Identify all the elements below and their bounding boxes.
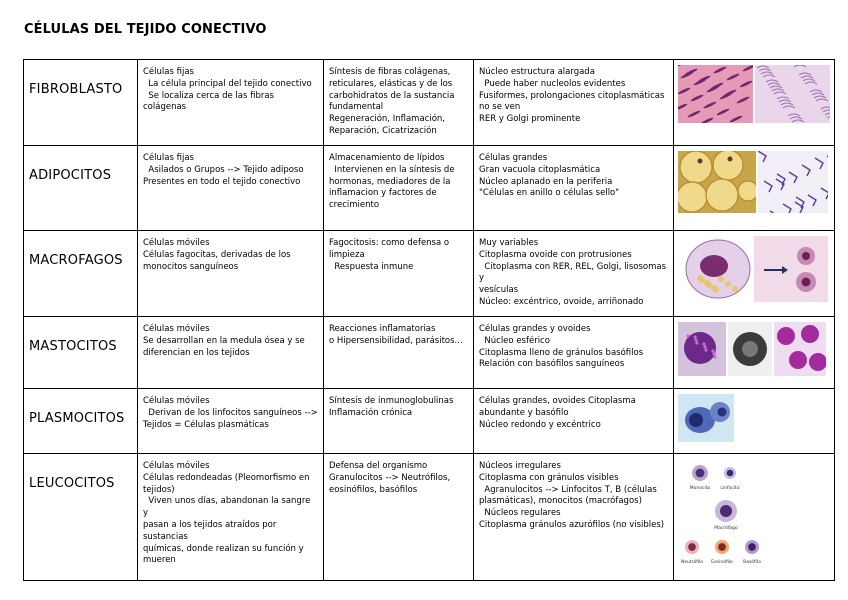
morphology-cell xyxy=(474,317,674,389)
cell-text-line: inflamacion y factores de xyxy=(329,188,437,199)
characteristics-cell xyxy=(138,389,324,454)
cell-type-name: MASTOCITOS xyxy=(24,317,138,389)
svg-text:Basófilo: Basófilo xyxy=(743,560,761,565)
cell-text-line: Citoplasma con RER, REL, Golgi, lisosomas y xyxy=(479,261,669,284)
cell-text-line: vesículas xyxy=(479,285,519,296)
cell-text-line: diferencian en los tejidos xyxy=(143,347,250,358)
cell-text-line: Núcleo esférico xyxy=(479,335,550,346)
characteristics-cell xyxy=(138,60,324,146)
cell-text-line: Células fagocitas, derivadas de los xyxy=(143,249,291,260)
function-cell xyxy=(324,60,474,146)
adipocyte-micrographs xyxy=(678,151,830,225)
cell-text-line: eosinófilos, basófilos xyxy=(329,484,418,495)
svg-text:Eosinófilo: Eosinófilo xyxy=(711,560,733,565)
cell-text-line: Células fijas xyxy=(143,67,194,77)
morphology-cell xyxy=(474,454,674,581)
cell-text-line: monocitos sanguíneos xyxy=(143,261,239,272)
cell-text-line: sustancias xyxy=(143,531,188,542)
cell-text-line: Respuesta inmune xyxy=(329,261,414,272)
cell-text-line: Núcleo redondo y excéntrico xyxy=(479,419,601,430)
morphology-cell xyxy=(474,146,674,231)
cell-text-line: Núcleos irregulares xyxy=(479,461,561,471)
function-cell xyxy=(324,146,474,231)
document-title: CÉLULAS DEL TEJIDO CONECTIVO xyxy=(24,22,267,37)
cell-type-name: PLASMOCITOS xyxy=(24,389,138,454)
cell-text-line: Puede haber nucleolos evidentes xyxy=(479,78,626,89)
cell-text-line: Citoplasma lleno de gránulos basófilos xyxy=(479,347,644,358)
cell-text-line: RER y Golgi prominente xyxy=(479,114,581,125)
leukocyte-types-diagram xyxy=(678,459,830,575)
svg-text:Neutrófilo: Neutrófilo xyxy=(680,560,704,565)
cell-text-line: o Hipersensibilidad, parásitos... xyxy=(329,335,463,346)
image-cell xyxy=(674,454,835,581)
cell-text-line: Citoplasma con gránulos visibles xyxy=(479,472,619,483)
morphology-cell xyxy=(474,231,674,317)
table-row xyxy=(24,389,835,454)
cell-text-line: Inflamación crónica xyxy=(329,407,413,418)
cell-text-line: "Células en anillo o células sello" xyxy=(479,188,620,199)
cell-text-line: Citoplasma gránulos azurófilos (no visibles) xyxy=(479,519,665,530)
cell-text-line: Células fijas xyxy=(143,153,194,163)
table-row xyxy=(24,60,835,146)
cell-text-line: Células móviles xyxy=(143,324,210,334)
cell-text-line: Gran vacuola citoplasmática xyxy=(479,164,601,175)
characteristics-cell xyxy=(138,317,324,389)
function-cell xyxy=(324,389,474,454)
cell-text-line: carbohidratos de la sustancia xyxy=(329,90,455,101)
cell-text-line: Núcleo aplanado en la periferia xyxy=(479,176,613,187)
cell-text-line: Síntesis de fibras colágenas, xyxy=(329,67,451,77)
cell-text-line: limpieza xyxy=(329,249,365,260)
cell-text-line: Tejidos = Células plasmáticas xyxy=(143,419,269,430)
cell-text-line: Células grandes xyxy=(479,153,548,163)
table-row xyxy=(24,231,835,317)
cell-text-line: Citoplasma ovoide con protrusiones xyxy=(479,249,632,260)
table-row xyxy=(24,146,835,231)
cell-text-line: Reparación, Cicatrización xyxy=(329,125,437,136)
cell-text-line: Asilados o Grupos --> Tejido adiposo xyxy=(143,164,304,175)
mast-cell-micrographs xyxy=(678,322,830,383)
cell-text-line: Núcleo: excéntrico, ovoide, arriñonado xyxy=(479,296,644,307)
function-cell xyxy=(324,231,474,317)
cell-text-line: Fagocitosis: como defensa o xyxy=(329,238,450,248)
cell-text-line: Fusiformes, prolongaciones citoplasmáticas xyxy=(479,90,665,101)
image-cell xyxy=(674,389,835,454)
image-cell xyxy=(674,146,835,231)
svg-text:Monocito: Monocito xyxy=(689,486,711,491)
morphology-cell xyxy=(474,60,674,146)
cell-text-line: plasmáticas), monocitos (macrófagos) xyxy=(479,496,642,507)
cell-text-line: Regeneración, Inflamación, xyxy=(329,114,445,125)
morphology-cell xyxy=(474,389,674,454)
function-cell xyxy=(324,454,474,581)
cell-text-line: Presentes en todo el tejido conectivo xyxy=(143,176,301,187)
cell-text-line: crecimiento xyxy=(329,200,380,211)
cell-text-line: Reacciones inflamatorias xyxy=(329,324,436,334)
cell-type-name: FIBROBLASTO xyxy=(24,60,138,146)
image-cell xyxy=(674,317,835,389)
macrophage-diagram xyxy=(678,236,830,311)
cell-text-line: Almacenamiento de lípidos xyxy=(329,153,445,163)
cell-text-line: Se localiza cerca de las fibras colágenas xyxy=(143,90,277,113)
function-cell xyxy=(324,317,474,389)
cell-text-line: Derivan de los linfocitos sanguíneos --> xyxy=(143,407,318,418)
cell-text-line: Muy variables xyxy=(479,238,539,248)
table-row xyxy=(24,317,835,389)
svg-text:Macrófago: Macrófago xyxy=(714,526,738,531)
cell-text-line: Intervienen en la síntesis de xyxy=(329,164,455,175)
cell-text-line: Defensa del organismo xyxy=(329,461,428,471)
cell-text-line: Células redondeadas (Pleomorfismo en xyxy=(143,472,310,483)
fibroblast-micrographs xyxy=(678,65,830,140)
cell-text-line: hormonas, mediadores de la xyxy=(329,176,451,187)
cell-text-line: químicas, donde realizan su función y xyxy=(143,543,304,554)
cell-text-line: Células móviles xyxy=(143,396,210,406)
plasma-cell-micrograph xyxy=(678,394,830,448)
characteristics-cell xyxy=(138,231,324,317)
cell-text-line: Núcleo estructura alargada xyxy=(479,67,595,77)
cell-text-line: Relación con basófilos sanguíneos xyxy=(479,359,625,370)
cell-text-line: Células grandes y ovoides xyxy=(479,324,591,334)
cell-text-line: Células móviles xyxy=(143,238,210,248)
cell-text-line: La célula principal del tejido conectivo xyxy=(143,78,312,89)
cell-text-line: mueren xyxy=(143,555,176,566)
cell-type-name: MACROFAGOS xyxy=(24,231,138,317)
table-row xyxy=(24,454,835,581)
cell-text-line: pasan a los tejidos atraídos por xyxy=(143,519,277,530)
cell-text-line: Se desarrollan en la medula ósea y se xyxy=(143,335,305,346)
cell-text-line: Agranulocitos --> Linfocitos T, B (células xyxy=(479,484,657,495)
cell-text-line: fundamental xyxy=(329,102,384,113)
cell-text-line: Células grandes, ovoides Citoplasma xyxy=(479,396,636,406)
svg-text:Linfocito: Linfocito xyxy=(720,486,740,491)
image-cell xyxy=(674,231,835,317)
cell-text-line: reticulares, elásticas y de los xyxy=(329,78,453,89)
cell-text-line: abundante y basófilo xyxy=(479,407,569,418)
cell-text-line: Viven unos días, abandonan la sangre y xyxy=(143,496,314,519)
cell-text-line: Síntesis de inmunoglobulinas xyxy=(329,396,454,406)
cell-type-name: LEUCOCITOS xyxy=(24,454,138,581)
cell-text-line: Células móviles xyxy=(143,461,210,471)
cell-text-line: Núcleos regulares xyxy=(479,508,561,519)
cell-text-line: Granulocitos --> Neutrófilos, xyxy=(329,472,451,483)
image-cell xyxy=(674,60,835,146)
cell-text-line: tejidos) xyxy=(143,484,175,495)
cell-type-name: ADIPOCITOS xyxy=(24,146,138,231)
characteristics-cell xyxy=(138,454,324,581)
cells-table xyxy=(23,59,835,581)
characteristics-cell xyxy=(138,146,324,231)
cell-text-line: no se ven xyxy=(479,102,521,113)
